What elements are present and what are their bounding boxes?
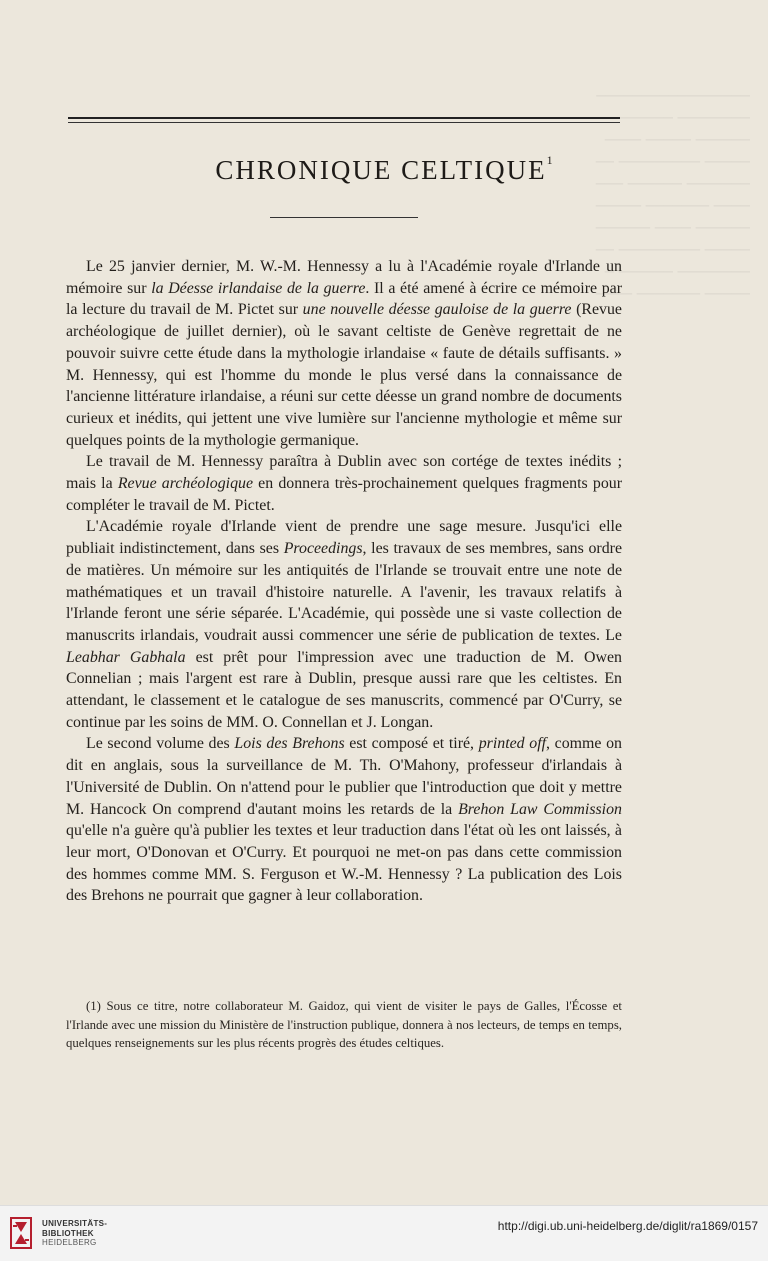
body-paragraph — [66, 451, 622, 516]
title-separator-rule — [270, 217, 418, 218]
footnote-text: (1) Sous ce titre, notre collaborateur M. Gaidoz, qui vient de visiter le pays de Galles, l'Écosse et l'Irlande avec une mission du Ministère de l'instruction publique, donnera à nos lecteurs, de temps en temps, quelques renseignements sur les plus récents progrès des études celtiques. — [66, 999, 622, 1050]
footnote-marker: 1 — [546, 153, 553, 167]
text-span: qu'elle n'a guère qu'à publier les textes et leur traduction dans l'état où les ont laissés, à leur mort, O'Donovan et O'Curry. Et pourquoi ne met-on pas dans cette commission des hommes comme MM. S. Ferguson et W.-M. Hennessy ? La publication des Lois des Brehons ne pourrait que gagner à leur collaboration. — [66, 822, 622, 905]
library-line-2: BIBLIOTHEK — [42, 1228, 94, 1238]
italic-title-span: Proceedings — [283, 540, 363, 558]
text-span: , les travaux de ses membres, sans ordre de matières. Un mémoire sur les antiquités de l'Irlande se trouvait entre une note de mathématiques et un travail d'histoire naturelle. A l'avenir, les travaux relatifs à l'Irlande feront une série séparée. L'Académie, qui possède une si vaste collection de manuscrits irlandais, voudrait aussi commencer une série de publication de textes. Le — [66, 540, 622, 644]
footnote — [66, 997, 622, 1053]
italic-title-span: Lois des Brehons — [234, 735, 345, 753]
italic-title-span: Leabhar Gabhala — [66, 648, 186, 666]
library-name — [42, 1219, 107, 1248]
italic-title-span: la Déesse irlandaise de la guerre — [151, 279, 366, 297]
text-span: Le travail de M. Hennessy paraîtra à Dublin avec son cortége de textes inédits ; mais la — [66, 453, 622, 493]
body-paragraph — [66, 256, 622, 451]
library-line-3: HEIDELBERG — [42, 1238, 97, 1247]
header-double-rule-bottom — [68, 122, 620, 123]
text-span: (Revue archéologique de juillet dernier), où le savant celtiste de Genève regrettait de ne pouvoir suivre cette étude dans la mythologie irlandaise « faute de détails suffisants. » M. Hennessy, qui est l'homme du monde le plus versé dans la connaissance de l'ancienne littérature irlandaise, a réuni sur cette déesse un grand nombre de documents curieux et inédits, qui jettent une vive lumière sur l'ancienne mythologie et même sur quelques points de la mythologie germanique. — [66, 301, 622, 449]
header-double-rule-top — [68, 117, 620, 119]
page-title — [0, 155, 768, 186]
permalink-url[interactable]: http://digi.ub.uni-heidelberg.de/diglit/ra1869/0157 — [497, 1219, 758, 1233]
bleed-through-texture: ───────────────── ──────── ────── ────── ───── ──── ───── ───────── ── ─────── ────── ─── ──── ─────── ───── ────── ──── ────── ───── ───────── ── ──────── ────── ─ ───── ─────── ──── — [595, 87, 750, 303]
text-span: , comme on dit en anglais, sous la surveillance de M. Th. O'Mahony, professeur d'irlandais à l'Université de Dublin. On n'attend pour le publier que l'introduction que doit y mettre M. Hancock On comprend d'autant moins les retards de la — [66, 735, 623, 818]
text-span: en donnera très-prochainement quelques fragments pour compléter le travail de M. Pictet. — [66, 475, 623, 514]
title-text: CHRONIQUE CELTIQUE — [215, 155, 547, 185]
body-paragraph — [66, 516, 622, 733]
text-span: Le second volume des — [86, 735, 235, 753]
text-span: Le 25 janvier dernier, M. W.-M. Hennessy a lu à l'Académie royale d'Irlande un mémoire sur — [66, 258, 622, 297]
library-line-1: UNIVERSITÄTS- — [42, 1219, 108, 1228]
italic-title-span: Revue archéologique — [117, 475, 254, 493]
text-span: est prêt pour l'impression avec une traduction de M. Owen Connelian ; mais l'argent est rare à Dublin, presque aussi rare que les celtistes. En attendant, le classement et le catalogue de ses manuscrits, commencé par O'Curry, se continue par les soins de MM. O. Connellan et J. Longan. — [66, 648, 623, 731]
text-span: L'Académie royale d'Irlande vient de prendre une sage mesure. Jusqu'ici elle publiait indistinctement, dans ses — [66, 518, 622, 558]
text-span: . Il a été amené à écrire ce mémoire par la lecture du travail de M. Pictet sur — [66, 279, 622, 319]
article-body — [66, 256, 622, 907]
italic-title-span: printed off — [478, 735, 547, 753]
university-library-logo-icon — [8, 1212, 34, 1254]
viewer-footer — [0, 1205, 768, 1261]
body-paragraph — [66, 733, 622, 907]
text-span: est composé et tiré, — [344, 735, 479, 753]
italic-title-span: une nouvelle déesse gauloise de la guerre — [302, 301, 572, 319]
italic-title-span: Brehon Law Commission — [458, 800, 622, 818]
